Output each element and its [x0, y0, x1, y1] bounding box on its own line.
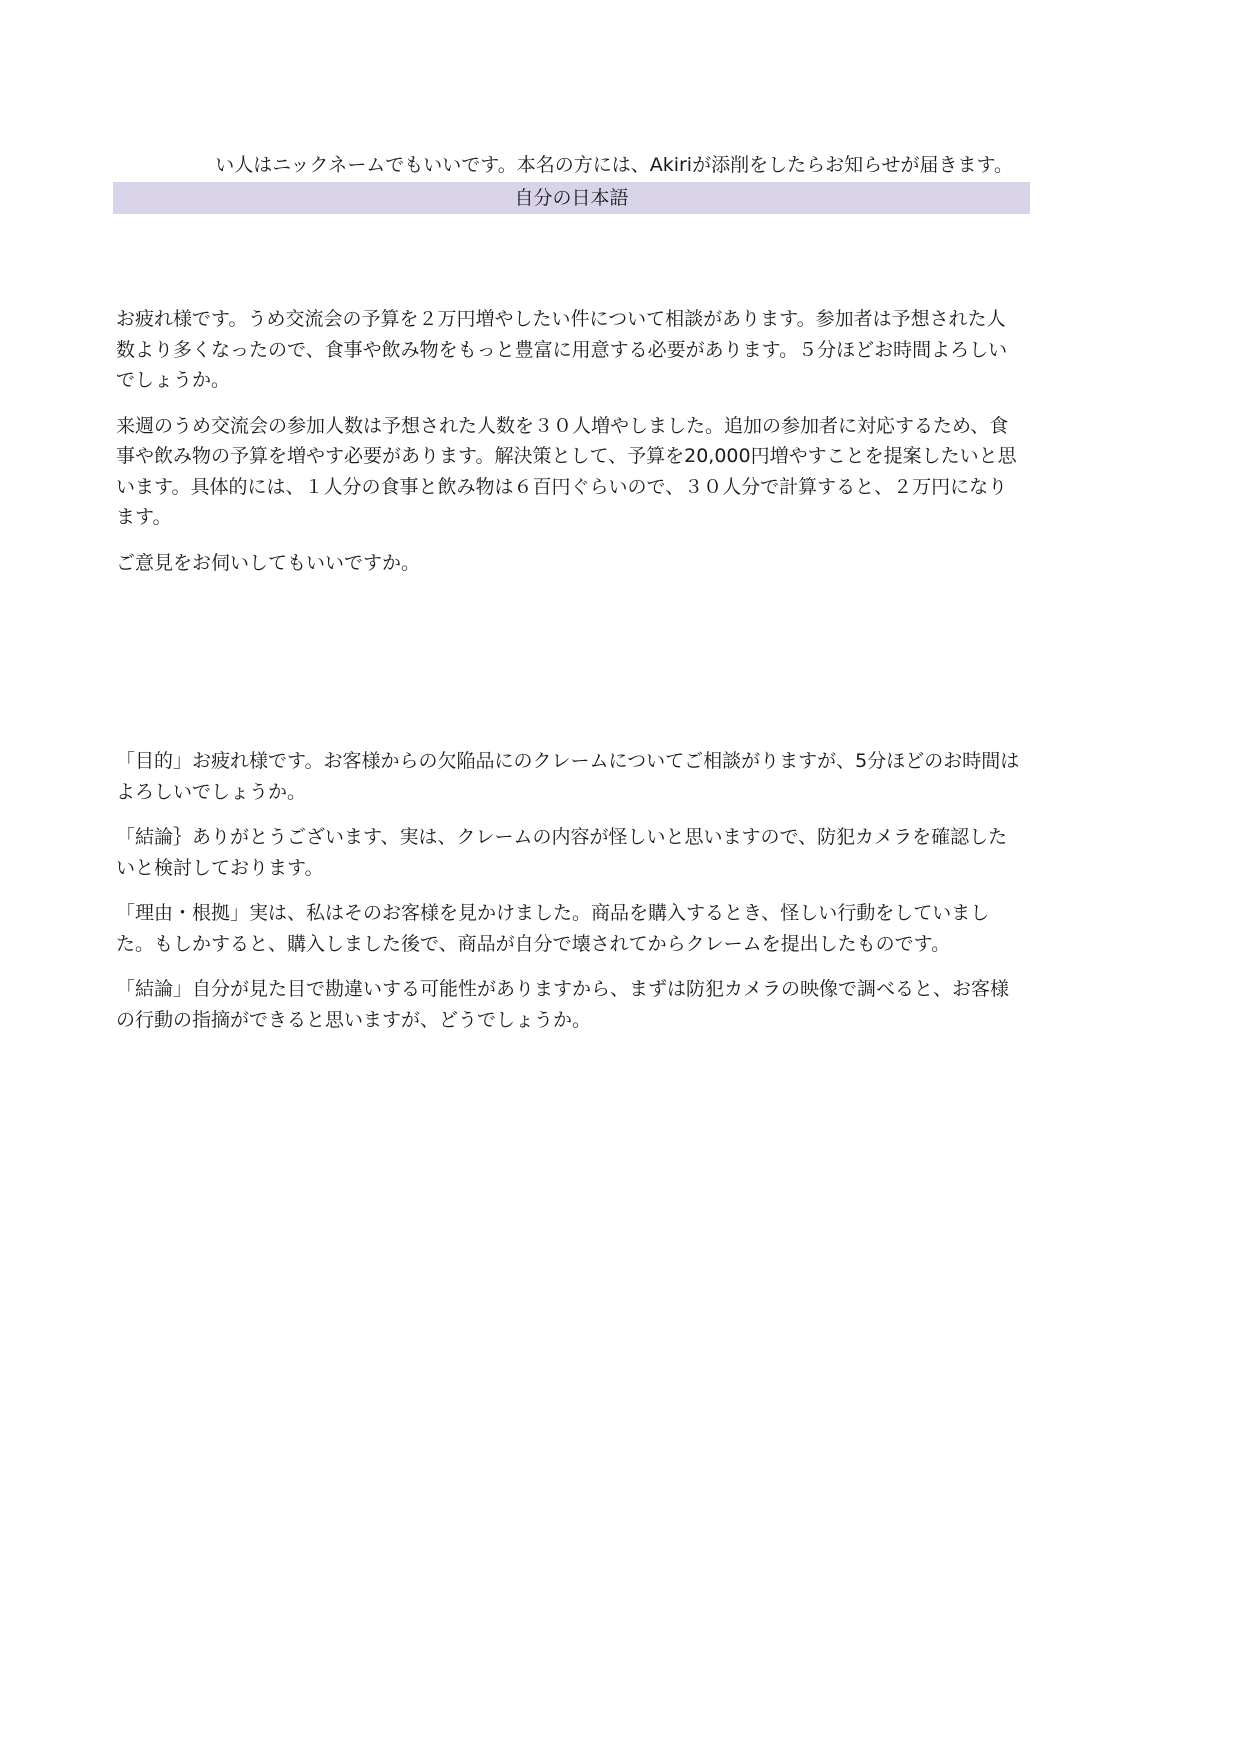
entry-paragraph: 「目的」お疲れ様です。お客様からの欠陥品にのクレームについてご相談がりますが、5分ほどのお時間はよろしいでしょうか。: [116, 750, 1020, 803]
entry-paragraph: ご意見をお伺いしてもいいですか。: [116, 551, 421, 574]
japanese-entry-2: [116, 746, 1021, 1050]
entry-paragraph: 「結論｝ありがとうございます、実は、クレームの内容が怪しいと思いますので、防犯カメラを確認したいと検討しております。: [116, 826, 1008, 879]
section-header: 自分の日本語: [113, 182, 1030, 214]
notice-text: [113, 150, 1013, 180]
entry-paragraph: 「結論」自分が見た目で勘違いする可能性がありますから、まずは防犯カメラの映像で調べると、お客様の行動の指摘ができると思いますが、どうでしょうか。: [116, 978, 1010, 1031]
entry-paragraph: お疲れ様です。うめ交流会の予算を２万円増やしたい件について相談があります。参加者は予想された人数より多くなったので、食事や飲み物をもっと豊富に用意する必要があります。５分ほどお時間よろしいでしょうか。: [116, 308, 1008, 391]
entry-paragraph: 「理由・根拠」実は、私はそのお客様を見かけました。商品を購入するとき、怪しい行動をしていました。もしかすると、購入しました後で、商品が自分で壊されてからクレームを提出したものです。: [116, 902, 990, 955]
entry-paragraph: 来週のうめ交流会の参加人数は予想された人数を３０人増やしました。追加の参加者に対応するため、食事や飲み物の予算を増やす必要があります。解決策として、予算を20,000円増やすことを提案したいと思います。具体的には、１人分の食事と飲み物は６百円ぐらいので、３０人分で計算すると、２万円になります。: [116, 414, 1017, 528]
notice-label: い人はニックネームでもいいです。本名の方には、Akiriが添削をしたらお知らせが届きます。: [215, 154, 1013, 176]
japanese-entry-1: [116, 304, 1021, 593]
